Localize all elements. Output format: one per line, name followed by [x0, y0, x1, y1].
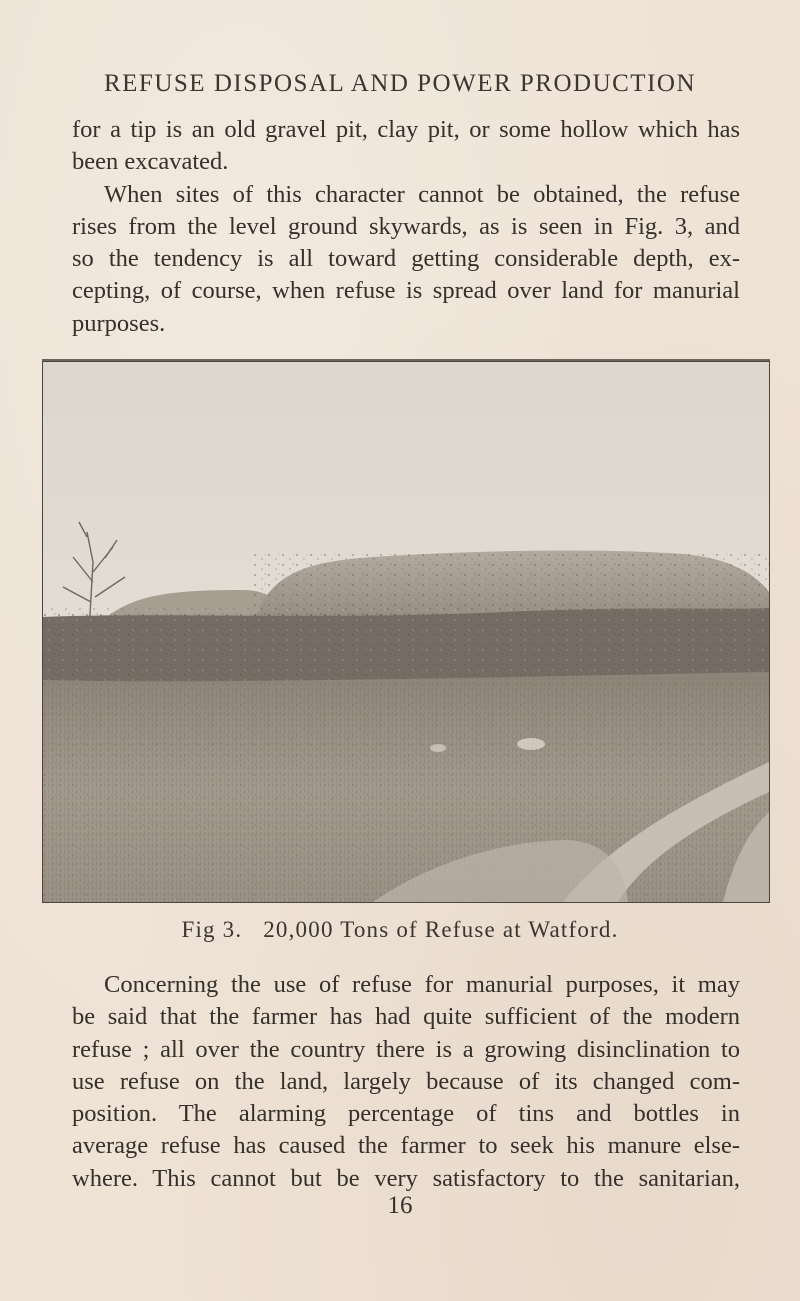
running-head: REFUSE DISPOSAL AND POWER PRODUCTION [103, 70, 697, 97]
paragraph-1-line: for a tip is an old gravel pit, clay pit, or some hollow which has [72, 116, 740, 143]
paragraph-1-line: rises from the level ground skywards, as is seen in Fig. 3, and [72, 212, 740, 240]
photograph-image [43, 362, 769, 902]
paragraph-2-line: use refuse on the land, largely because of its changed com- [72, 1067, 740, 1095]
paragraph-2-line: where. This cannot but be very satisfactory to the sanitarian, [72, 1164, 740, 1192]
paragraph-1-line: When sites of this character cannot be obtained, the refuse [104, 180, 740, 208]
photograph-refuse-tip [42, 361, 770, 903]
figure-title: 20,000 Tons of Refuse at Watford. [263, 917, 619, 942]
paragraph-2-line: be said that the farmer has had quite sufficient of the modern [72, 1003, 740, 1031]
paragraph-2-line: position. The alarming percentage of tins and bottles in [72, 1100, 740, 1128]
paragraph-1-line: purposes. [72, 309, 166, 337]
paragraph-2-line: refuse ; all over the country there is a growing disinclination to [72, 1035, 740, 1063]
figure-caption [0, 917, 800, 943]
paragraph-1-line: so the tendency is all toward getting considerable depth, ex- [72, 245, 740, 273]
paragraph-1 [72, 114, 740, 340]
paragraph-2-line: average refuse has caused the farmer to seek his manure else- [72, 1132, 740, 1160]
paragraph-2 [72, 969, 740, 1195]
paragraph-2-line: Concerning the use of refuse for manurial purposes, it may [104, 971, 740, 998]
page-number: 16 [387, 1192, 413, 1219]
figure-number: Fig 3. [181, 917, 243, 942]
paragraph-1-line: cepting, of course, when refuse is spread over land for manurial [72, 277, 740, 305]
paragraph-1-line: been excavated. [72, 148, 229, 176]
